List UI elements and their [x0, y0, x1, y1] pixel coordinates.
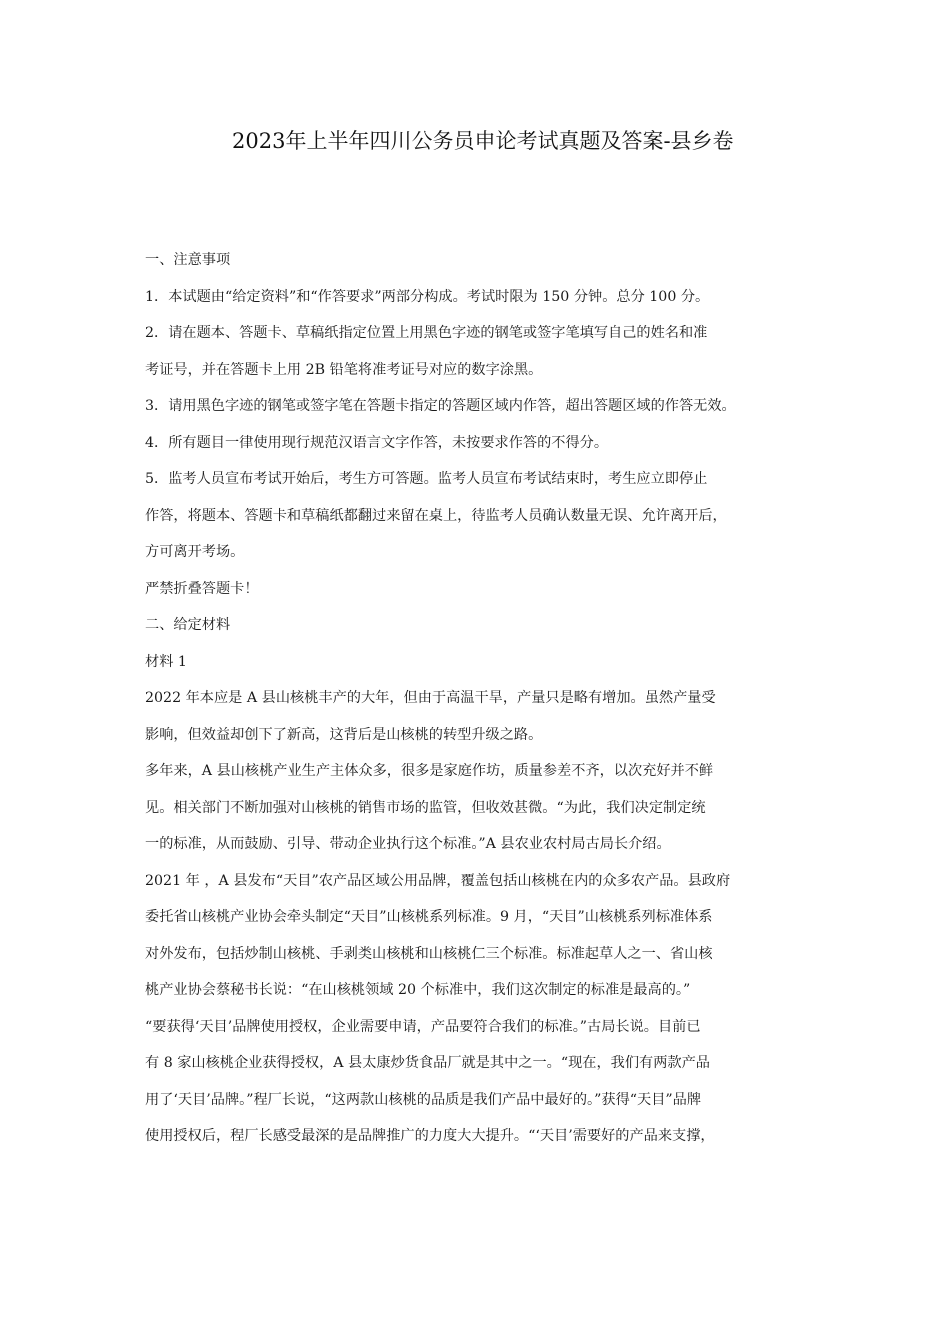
paragraph-line: 2021 年 ，A 县发布“天目”农产品区域公用品牌，覆盖包括山核桃在内的众多农产品。县政府	[145, 872, 731, 889]
paragraph-line: “要获得‘天目’品牌使用授权，企业需要申请，产品要符合我们的标准。”古局长说。目前已	[145, 1018, 701, 1035]
paragraph-line: 使用授权后，程厂长感受最深的是品牌推广的力度大大提升。“‘天目’需要好的产品来支撑，	[145, 1128, 715, 1144]
paragraph-line: 见。相关部门不断加强对山核桃的销售市场的监管，但收效甚微。“为此，我们决定制定统	[145, 799, 706, 816]
material-heading: 材料 1	[145, 653, 187, 670]
paragraph-line: 委托省山核桃产业协会牵头制定“天目”山核桃系列标准。9 月，“天目”山核桃系列标准体系	[145, 909, 713, 925]
paragraph-line: 方可离开考场。	[145, 544, 245, 560]
paragraph-line: 1．本试题由“给定资料”和“作答要求”两部分构成。考试时限为 150 分钟。总分 100 分。	[145, 288, 710, 305]
paragraph-line: 影响，但效益却创下了新高，这背后是山核桃的转型升级之路。	[145, 726, 543, 743]
paragraph-line: 有 8 家山核桃企业获得授权，A 县太康炒货食品厂就是其中之一。“现在，我们有两款产品	[145, 1055, 710, 1071]
paragraph-line: 2022 年本应是 A 县山核桃丰产的大年，但由于高温干旱，产量只是略有增加。虽然产量受	[145, 690, 716, 706]
paragraph-line: 3．请用黑色字迹的钢笔或签字笔在答题卡指定的答题区域内作答，超出答题区域的作答无效。	[145, 398, 736, 414]
paragraph-line: 多年来，A 县山核桃产业生产主体众多，很多是家庭作坊，质量参差不齐，以次充好并不鲜	[145, 763, 714, 779]
paragraph-line: 严禁折叠答题卡！	[145, 580, 259, 597]
paragraph-line: 5．监考人员宣布考试开始后，考生方可答题。监考人员宣布考试结束时，考生应立即停止	[145, 471, 708, 487]
paragraph-line: 4．所有题目一律使用现行规范汉语言文字作答，未按要求作答的不得分。	[145, 434, 609, 451]
section-heading: 一、注意事项	[145, 252, 231, 268]
section-heading: 二、给定材料	[145, 617, 231, 633]
document-body	[145, 242, 905, 1155]
document-title: 2023年上半年四川公务员申论考试真题及答案-县乡卷	[232, 129, 734, 153]
paragraph-line: 对外发布，包括炒制山核桃、手剥类山核桃和山核桃仁三个标准。标准起草人之一、省山核	[145, 945, 713, 962]
paragraph-line: 用了‘天目’品牌。”程厂长说，“这两款山核桃的品质是我们产品中最好的。”获得“天目”品牌	[145, 1091, 702, 1108]
paragraph-line: 作答，将题本、答题卡和草稿纸都翻过来留在桌上，待监考人员确认数量无误、允许离开后，	[145, 507, 727, 524]
paragraph-line: 考证号，并在答题卡上用 2B 铅笔将准考证号对应的数字涂黑。	[145, 361, 543, 378]
paragraph-line: 2．请在题本、答题卡、草稿纸指定位置上用黑色字迹的钢笔或签字笔填写自己的姓名和准	[145, 325, 708, 341]
paragraph-line: 一的标准，从而鼓励、引导、带动企业执行这个标准。”A 县农业农村局古局长介绍。	[145, 836, 671, 852]
paragraph-line: 桃产业协会蔡秘书长说：“在山核桃领域 20 个标准中，我们这次制定的标准是最高的。”	[145, 982, 691, 998]
